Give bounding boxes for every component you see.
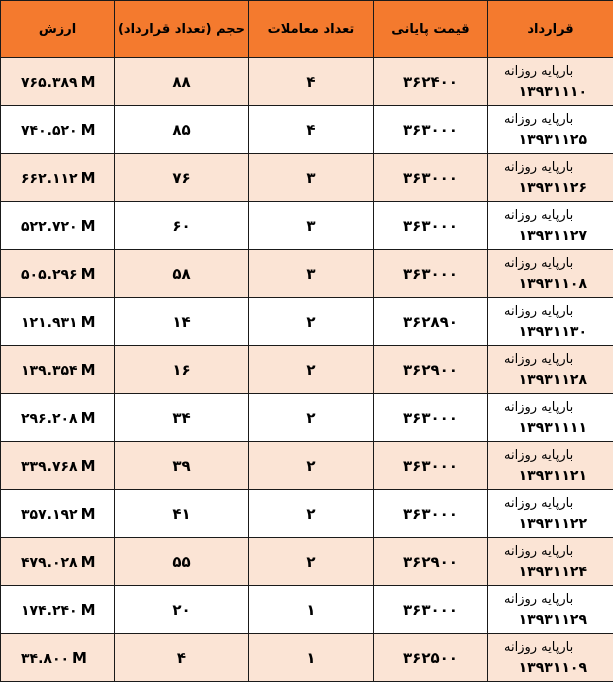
- header-trade-count: تعداد معاملات: [249, 1, 374, 58]
- table-row: [1, 394, 613, 442]
- final-price-cell: ۳۶۳۰۰۰: [374, 202, 488, 250]
- contract-code: ۱۳۹۳۱۱۳۰: [518, 323, 587, 340]
- value-amount: ۱۲۱.۹۳۱: [21, 314, 78, 331]
- contract-cell: [488, 298, 613, 346]
- table-row: [1, 634, 613, 682]
- value-amount: ۳۴.۸۰۰: [21, 650, 70, 667]
- contract-code: ۱۳۹۳۱۱۱۱: [518, 419, 587, 436]
- volume-cell: ۱۶: [115, 346, 249, 394]
- final-price-cell: ۳۶۲۹۰۰: [374, 346, 488, 394]
- value-cell: [1, 298, 115, 346]
- value-cell: [1, 586, 115, 634]
- value-unit: M: [80, 216, 96, 235]
- value-amount: ۵۲۲.۷۲۰: [21, 218, 78, 235]
- contract-code: ۱۳۹۳۱۱۲۱: [518, 467, 587, 484]
- contract-cell: [488, 394, 613, 442]
- contract-name: بارپایه روزانه: [504, 591, 574, 607]
- contract-cell: [488, 106, 613, 154]
- table-row: [1, 106, 613, 154]
- table-row: [1, 346, 613, 394]
- contract-name: بارپایه روزانه: [504, 207, 574, 223]
- contract-name: بارپایه روزانه: [504, 543, 574, 559]
- value-amount: ۱۳۹.۳۵۴: [21, 362, 78, 379]
- value-amount: ۷۶۵.۳۸۹: [21, 74, 78, 91]
- value-amount: ۳۵۷.۱۹۲: [21, 506, 78, 523]
- final-price-cell: ۳۶۲۴۰۰: [374, 58, 488, 106]
- volume-cell: ۱۴: [115, 298, 249, 346]
- value-cell: [1, 58, 115, 106]
- contract-code: ۱۳۹۳۱۱۲۹: [518, 611, 587, 628]
- contract-name: بارپایه روزانه: [504, 495, 574, 511]
- value-unit: M: [80, 312, 96, 331]
- volume-cell: ۵۸: [115, 250, 249, 298]
- contract-cell: [488, 538, 613, 586]
- trade-count-cell: ۳: [249, 250, 374, 298]
- value-amount: ۱۷۴.۲۴۰: [21, 602, 78, 619]
- contract-cell: [488, 202, 613, 250]
- contract-code: ۱۳۹۳۱۱۲۵: [518, 131, 587, 148]
- value-cell: [1, 394, 115, 442]
- value-amount: ۶۶۲.۱۱۲: [21, 170, 78, 187]
- value-amount: ۲۹۶.۲۰۸: [21, 410, 78, 427]
- contract-code: ۱۳۹۳۱۱۲۸: [518, 371, 587, 388]
- final-price-cell: ۳۶۳۰۰۰: [374, 442, 488, 490]
- value-unit: M: [80, 456, 96, 475]
- value-cell: [1, 442, 115, 490]
- value-unit: M: [72, 648, 87, 667]
- contract-cell: [488, 586, 613, 634]
- value-unit: M: [80, 360, 96, 379]
- final-price-cell: ۳۶۲۵۰۰: [374, 634, 488, 682]
- final-price-cell: ۳۶۳۰۰۰: [374, 394, 488, 442]
- table-row: [1, 58, 613, 106]
- table-row: [1, 298, 613, 346]
- contract-name: بارپایه روزانه: [504, 111, 574, 127]
- table-body: [1, 58, 613, 682]
- contract-name: بارپایه روزانه: [504, 159, 574, 175]
- value-unit: M: [80, 72, 96, 91]
- trade-count-cell: ۲: [249, 442, 374, 490]
- value-cell: [1, 202, 115, 250]
- value-amount: ۴۷۹.۰۲۸: [21, 554, 78, 571]
- contract-name: بارپایه روزانه: [504, 303, 574, 319]
- volume-cell: ۵۵: [115, 538, 249, 586]
- contract-cell: [488, 58, 613, 106]
- volume-cell: ۴: [115, 634, 249, 682]
- value-unit: M: [80, 504, 96, 523]
- table-row: [1, 154, 613, 202]
- value-cell: [1, 538, 115, 586]
- table-row: [1, 538, 613, 586]
- contract-cell: [488, 250, 613, 298]
- contract-cell: [488, 634, 613, 682]
- trade-count-cell: ۱: [249, 634, 374, 682]
- final-price-cell: ۳۶۲۹۰۰: [374, 538, 488, 586]
- value-unit: M: [80, 600, 96, 619]
- value-unit: M: [80, 552, 96, 571]
- trade-count-cell: ۲: [249, 298, 374, 346]
- header-row: [1, 1, 613, 58]
- contract-name: بارپایه روزانه: [504, 447, 574, 463]
- value-cell: [1, 346, 115, 394]
- contract-cell: [488, 346, 613, 394]
- value-amount: ۳۳۹.۷۶۸: [21, 458, 78, 475]
- volume-cell: ۶۰: [115, 202, 249, 250]
- value-amount: ۵۰۵.۲۹۶: [21, 266, 78, 283]
- table-row: [1, 202, 613, 250]
- contract-name: بارپایه روزانه: [504, 63, 574, 79]
- contract-cell: [488, 442, 613, 490]
- value-unit: M: [80, 408, 96, 427]
- table-row: [1, 250, 613, 298]
- value-amount: ۷۴۰.۵۲۰: [21, 122, 78, 139]
- final-price-cell: ۳۶۳۰۰۰: [374, 106, 488, 154]
- contract-name: بارپایه روزانه: [504, 639, 574, 655]
- trade-count-cell: ۴: [249, 106, 374, 154]
- final-price-cell: ۳۶۳۰۰۰: [374, 490, 488, 538]
- volume-cell: ۲۰: [115, 586, 249, 634]
- header-contract: قرارداد: [488, 1, 613, 58]
- trade-count-cell: ۲: [249, 346, 374, 394]
- value-unit: M: [80, 264, 96, 283]
- volume-cell: ۴۱: [115, 490, 249, 538]
- contract-code: ۱۳۹۳۱۱۰۹: [518, 659, 587, 676]
- contract-cell: [488, 154, 613, 202]
- value-unit: M: [80, 168, 96, 187]
- contract-code: ۱۳۹۳۱۱۲۷: [518, 227, 587, 244]
- trade-count-cell: ۲: [249, 490, 374, 538]
- table-row: [1, 490, 613, 538]
- trade-count-cell: ۳: [249, 154, 374, 202]
- value-cell: [1, 250, 115, 298]
- trade-count-cell: ۳: [249, 202, 374, 250]
- contract-code: ۱۳۹۳۱۱۲۶: [518, 179, 587, 196]
- final-price-cell: ۳۶۳۰۰۰: [374, 250, 488, 298]
- value-unit: M: [80, 120, 96, 139]
- volume-cell: ۳۴: [115, 394, 249, 442]
- table-row: [1, 442, 613, 490]
- header-volume: حجم (تعداد قرارداد): [115, 1, 249, 58]
- final-price-cell: ۳۶۳۰۰۰: [374, 154, 488, 202]
- final-price-cell: ۳۶۲۸۹۰: [374, 298, 488, 346]
- contract-code: ۱۳۹۳۱۱۰۸: [518, 275, 587, 292]
- value-cell: [1, 154, 115, 202]
- trade-count-cell: ۲: [249, 538, 374, 586]
- contract-cell: [488, 490, 613, 538]
- trade-count-cell: ۲: [249, 394, 374, 442]
- contract-code: ۱۳۹۳۱۱۲۲: [518, 515, 587, 532]
- value-cell: [1, 634, 115, 682]
- volume-cell: ۸۵: [115, 106, 249, 154]
- header-final-price: قیمت پایانی: [374, 1, 488, 58]
- trade-count-cell: ۱: [249, 586, 374, 634]
- value-cell: [1, 106, 115, 154]
- value-cell: [1, 490, 115, 538]
- trade-count-cell: ۴: [249, 58, 374, 106]
- final-price-cell: ۳۶۳۰۰۰: [374, 586, 488, 634]
- header-value: ارزش: [1, 1, 115, 58]
- contract-name: بارپایه روزانه: [504, 351, 574, 367]
- contract-name: بارپایه روزانه: [504, 255, 574, 271]
- contract-name: بارپایه روزانه: [504, 399, 574, 415]
- contract-code: ۱۳۹۳۱۱۲۴: [518, 563, 587, 580]
- table-row: [1, 586, 613, 634]
- volume-cell: ۷۶: [115, 154, 249, 202]
- volume-cell: ۳۹: [115, 442, 249, 490]
- volume-cell: ۸۸: [115, 58, 249, 106]
- contract-code: ۱۳۹۳۱۱۱۰: [518, 83, 587, 100]
